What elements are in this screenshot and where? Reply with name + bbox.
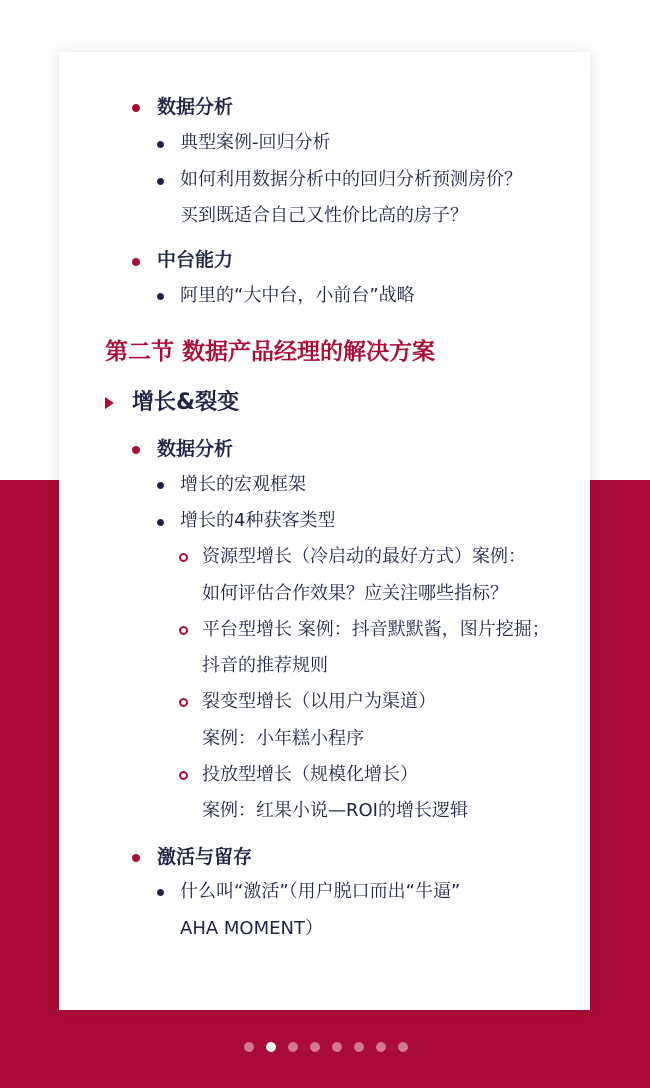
list-item-fission-growth-cont: 案例：小年糕小程序 — [202, 728, 364, 749]
ring-bullet-icon — [179, 771, 188, 780]
list-item-ad-growth: 投放型增长（规模化增长） — [202, 764, 418, 785]
bullet-dot-icon — [132, 446, 140, 454]
page-dot[interactable] — [398, 1042, 408, 1052]
list-item-resource-growth: 资源型增长（冷启动的最好方式）案例： — [202, 546, 526, 567]
page-dot[interactable] — [376, 1042, 386, 1052]
bullet-dot-icon — [132, 258, 140, 266]
page-dot[interactable] — [288, 1042, 298, 1052]
list-item-ad-growth-cont: 案例：红果小说—ROI的增长逻辑 — [202, 800, 468, 821]
list-item-platform-growth-cont: 抖音的推荐规则 — [202, 655, 328, 676]
bullet-dot-icon — [157, 293, 164, 300]
ring-bullet-icon — [179, 626, 188, 635]
content-card — [59, 52, 590, 1010]
triangle-bullet-icon — [105, 397, 114, 409]
page-dot[interactable] — [332, 1042, 342, 1052]
list-item-resource-growth-cont: 如何评估合作效果？应关注哪些指标？ — [202, 583, 508, 604]
list-item-growth-types: 增长的4种获客类型 — [180, 510, 336, 531]
list-item-growth-macro: 增长的宏观框架 — [180, 474, 306, 495]
list-item-fission-growth: 裂变型增长（以用户为渠道） — [202, 691, 436, 712]
page-dot-active[interactable] — [266, 1042, 276, 1052]
page-dot[interactable] — [310, 1042, 320, 1052]
bullet-dot-icon — [157, 889, 164, 896]
list-item-activation-cont: AHA MOMENT） — [180, 918, 323, 939]
bullet-dot-icon — [157, 482, 164, 489]
page-dot[interactable] — [354, 1042, 364, 1052]
heading-data-analysis: 数据分析 — [157, 96, 234, 118]
page-indicator — [0, 1042, 650, 1054]
list-item-regression-case: 典型案例-回归分析 — [180, 132, 331, 153]
list-item-alibaba-strategy: 阿里的“大中台，小前台”战略 — [180, 285, 415, 306]
topic-heading-growth: 增长&裂变 — [132, 390, 240, 415]
bullet-dot-icon — [132, 854, 140, 862]
page-dot[interactable] — [244, 1042, 254, 1052]
bullet-dot-icon — [157, 519, 164, 526]
ring-bullet-icon — [179, 553, 188, 562]
bullet-dot-icon — [157, 141, 164, 148]
bullet-dot-icon — [157, 178, 164, 185]
bullet-dot-icon — [132, 104, 140, 112]
list-item-platform-growth: 平台型增长 案例：抖音默默酱，图片挖掘； — [202, 619, 550, 640]
list-item-activation: 什么叫“激活”（用户脱口而出“牛逼” — [180, 881, 461, 902]
list-item-regression-question-cont: 买到既适合自己又性价比高的房子？ — [180, 205, 468, 226]
heading-activation-retention: 激活与留存 — [157, 846, 253, 868]
ring-bullet-icon — [179, 698, 188, 707]
heading-middle-platform: 中台能力 — [157, 249, 234, 271]
section-title: 第二节 数据产品经理的解决方案 — [105, 339, 436, 365]
heading-data-analysis-2: 数据分析 — [157, 438, 234, 460]
list-item-regression-question: 如何利用数据分析中的回归分析预测房价？ — [180, 169, 522, 190]
